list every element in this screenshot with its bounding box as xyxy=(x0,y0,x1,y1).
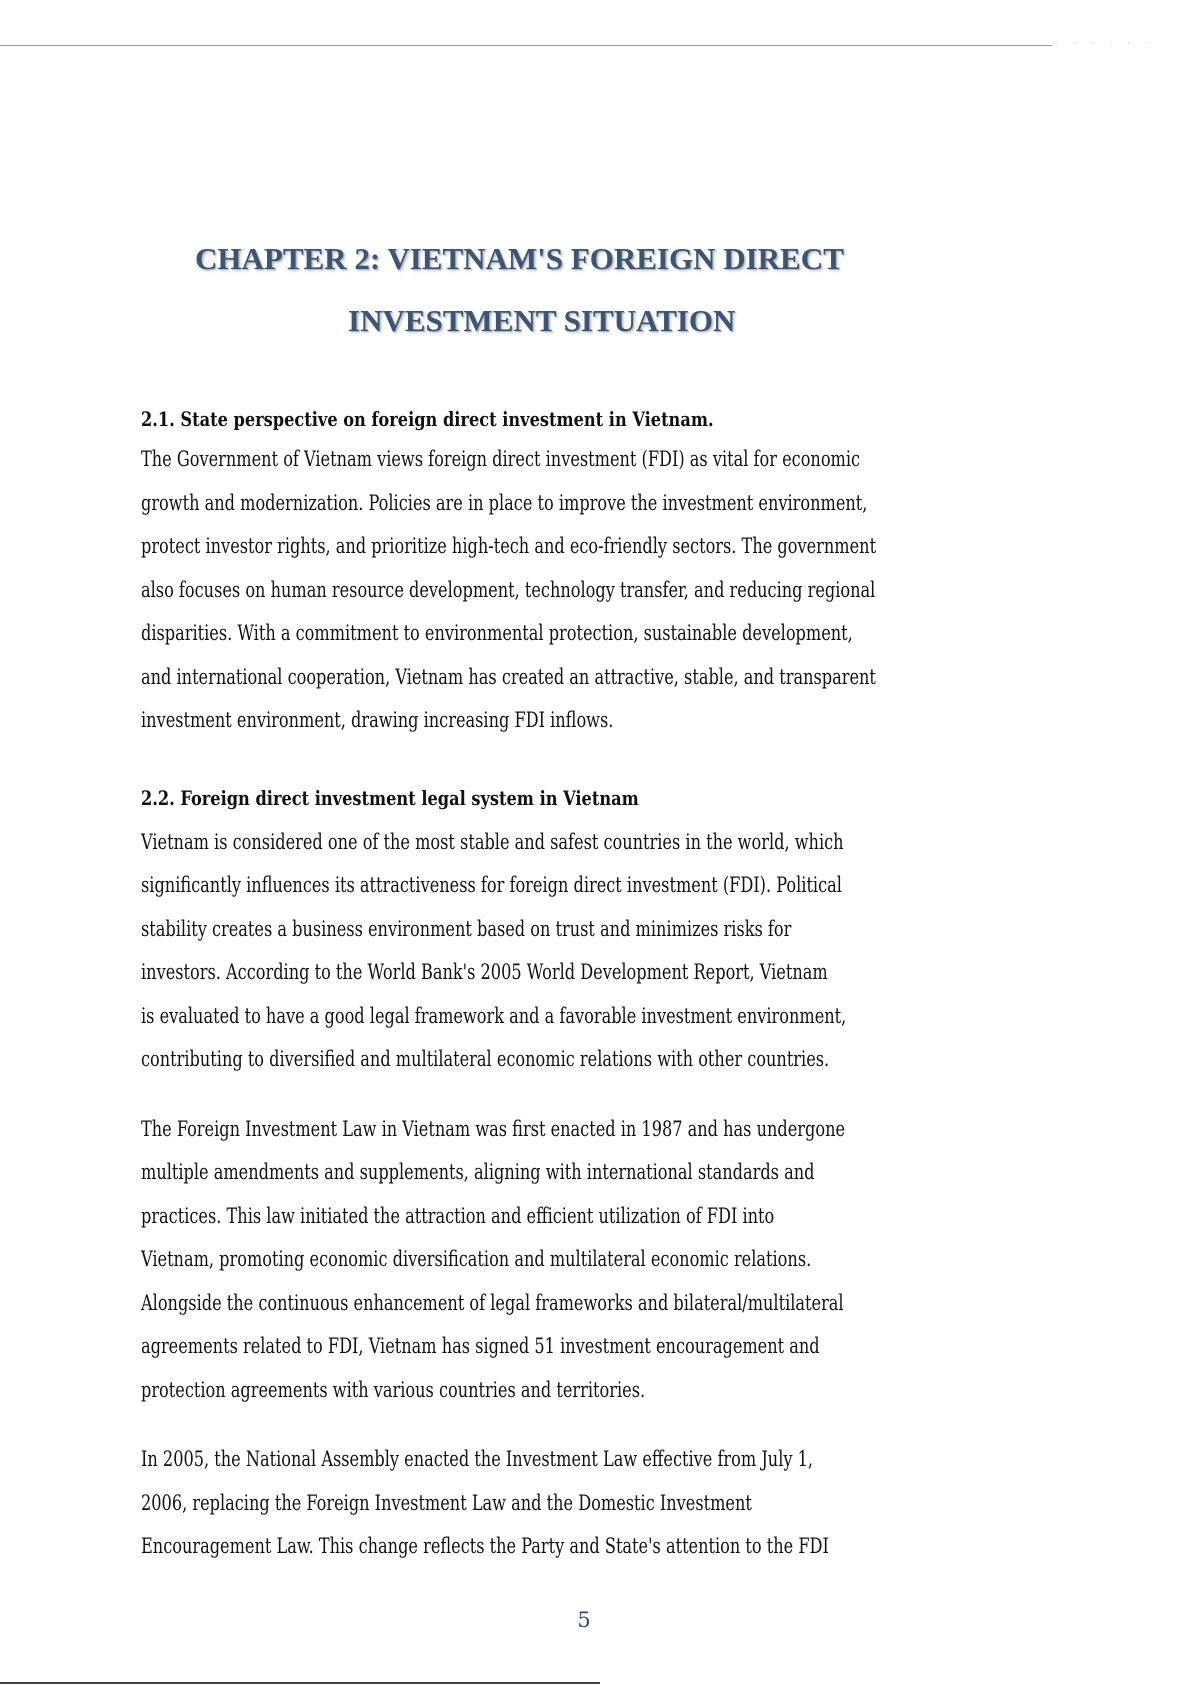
document-body xyxy=(141,406,1081,1569)
page-number: 5 xyxy=(577,1608,591,1632)
text-line: stability creates a business environment based on trust and minimizes risks for xyxy=(141,916,792,941)
text-line: and international cooperation, Vietnam has created an attractive, stable, and transparent xyxy=(141,664,876,689)
text-line: multiple amendments and supplements, aligning with international standards and xyxy=(141,1160,815,1184)
text-line: Vietnam, promoting economic diversification and multilateral economic relations. xyxy=(141,1247,812,1271)
text-line: disparities. With a commitment to environmental protection, sustainable development, xyxy=(141,621,853,645)
text-line: significantly influences its attractiveness for foreign direct investment (FDI). Political xyxy=(141,873,842,897)
text-line: Alongside the continuous enhancement of legal frameworks and bilateral/multilateral xyxy=(141,1290,844,1315)
text-line: investors. According to the World Bank's 2005 World Development Report, Vietnam xyxy=(141,960,828,984)
header-rule xyxy=(0,45,1052,46)
text-line: In 2005, the National Assembly enacted the Investment Law effective from July 1, xyxy=(141,1447,814,1471)
section-heading-2-1: 2.1. State perspective on foreign direct investment in Vietnam. xyxy=(141,407,714,431)
text-line: protection agreements with various countries and territories. xyxy=(141,1377,646,1402)
text-line: contributing to diversified and multilateral economic relations with other countries. xyxy=(141,1047,830,1071)
text-line: investment environment, drawing increasing FDI inflows. xyxy=(141,708,614,732)
text-line: Encouragement Law. This change reflects the Party and State's attention to the FDI xyxy=(141,1534,829,1558)
chapter-title xyxy=(140,228,1000,352)
paragraph-2-2-a xyxy=(141,821,1081,1082)
text-line: growth and modernization. Policies are in place to improve the investment environment, xyxy=(141,490,868,515)
text-line: is evaluated to have a good legal framework and a favorable investment environment, xyxy=(141,1003,847,1028)
section-heading-2-2: 2.2. Foreign direct investment legal system in Vietnam xyxy=(141,785,639,810)
chapter-title-line-1: CHAPTER 2: VIETNAM'S FOREIGN DIRECT xyxy=(195,241,844,276)
text-line: Vietnam is considered one of the most stable and safest countries in the world, which xyxy=(141,829,844,854)
paragraph-2-2-c xyxy=(141,1438,1081,1569)
text-line: agreements related to FDI, Vietnam has signed 51 investment encouragement and xyxy=(141,1334,820,1358)
text-line: protect investor rights, and prioritize high-tech and eco-friendly sectors. The government xyxy=(141,534,877,558)
text-line: practices. This law initiated the attraction and efficient utilization of FDI into xyxy=(141,1203,775,1228)
footer-rule xyxy=(0,1682,600,1684)
text-line: 2006, replacing the Foreign Investment Law and the Domestic Investment xyxy=(141,1490,752,1515)
text-line: also focuses on human resource development, technology transfer, and reducing regional xyxy=(141,577,876,602)
text-line: The Government of Vietnam views foreign direct investment (FDI) as vital for economic xyxy=(141,447,861,471)
paragraph-2-2-b xyxy=(141,1108,1081,1413)
text-line: The Foreign Investment Law in Vietnam was first enacted in 1987 and has undergone xyxy=(141,1116,846,1141)
paragraph-2-1-a xyxy=(141,438,1081,743)
header-decoration: · · · · · · xyxy=(1056,39,1154,49)
chapter-title-line-2: INVESTMENT SITUATION xyxy=(348,303,736,338)
